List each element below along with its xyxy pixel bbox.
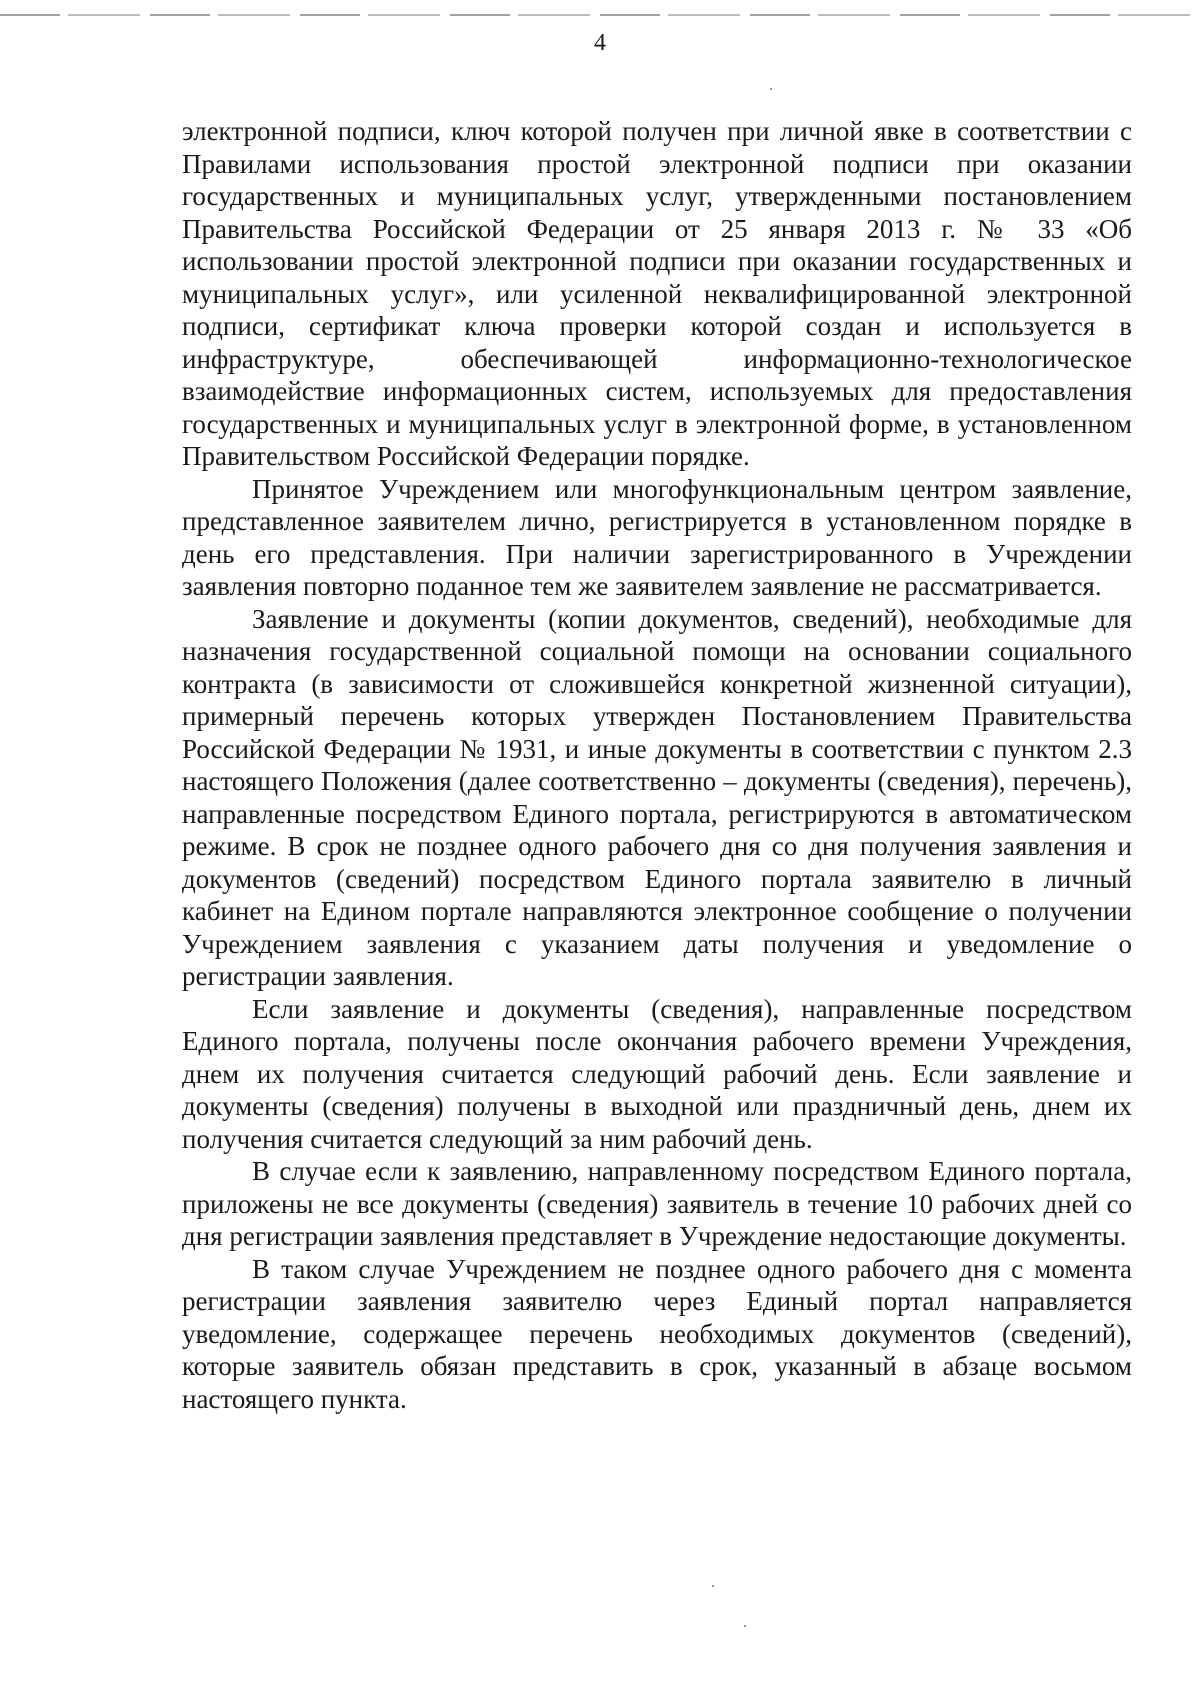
document-body — [182, 115, 1132, 1415]
paragraph-documents-portal: Заявление и документы (копии документов, сведений), необходимые для назначения государственной социальной помощи на основании социального контракта (в зависимости от сложившейся конкретной жизненной ситуации), примерный перечень которых утвержден Постановлением Правительства Российской Федерации № 1931, и иные документы в соответствии с пунктом 2.3 настоящего Положения (далее соответственно – документы (сведения), перечень), направленные посредством Единого портала, регистрируются в автоматическом режиме. В срок не позднее одного рабочего дня со дня получения заявления и документов (сведений) посредством Единого портала заявителю в личный кабинет на Едином портале направляются электронное сообщение о получении Учреждением заявления с указанием даты получения и уведомление о регистрации заявления. — [182, 603, 1132, 991]
paragraph-after-hours: Если заявление и документы (сведения), направленные посредством Единого портала, получены после окончания рабочего времени Учреждения, днем их получения считается следующий рабочий день. Если заявление и документы (сведения) получены в выходной или праздничный день, днем их получения считается следующий за ним рабочий день. — [182, 993, 1132, 1154]
paragraph-notification: В таком случае Учреждением не позднее одного рабочего дня с момента регистрации заявления заявителю через Единый портал направляется уведомление, содержащее перечень необходимых документов (сведений), которые заявитель обязан представить в срок, указанный в абзаце восьмом настоящего пункта. — [182, 1253, 1132, 1414]
scan-edge-artifact — [0, 14, 1200, 16]
paragraph-signature-rules: электронной подписи, ключ которой получен при личной явке в соответствии с Правилами использования простой электронной подписи при оказании государственных и муниципальных услуг, утвержденными постановлением Правительства Российской Федерации от 25 января 2013 г. № 33 «Об использовании простой электронной подписи при оказании государственных и муниципальных услуг», или усиленной неквалифицированной электронной подписи, сертификат ключа проверки которой создан и используется в инфраструктуре, обеспечивающей информационно-технологическое взаимодействие информационных систем, используемых для предоставления государственных и муниципальных услуг в электронной форме, в установленном Правительством Российской Федерации порядке. — [182, 116, 1132, 471]
paragraph-missing-documents: В случае если к заявлению, направленному посредством Единого портала, приложены не все документы (сведения) заявитель в течение 10 рабочих дней со дня регистрации заявления представляет в Учреждение недостающие документы. — [182, 1156, 1132, 1251]
scan-speck — [712, 1585, 714, 1587]
scan-speck — [744, 1625, 746, 1627]
page-number: 4 — [594, 30, 606, 56]
paragraph-application-registration: Принятое Учреждением или многофункциональным центром заявление, представленное заявителем лично, регистрируется в установленном порядке в день его представления. При наличии зарегистрированного в Учреждении заявления повторно поданное тем же заявителем заявление не рассматривается. — [182, 473, 1132, 601]
scan-speck — [770, 88, 772, 90]
